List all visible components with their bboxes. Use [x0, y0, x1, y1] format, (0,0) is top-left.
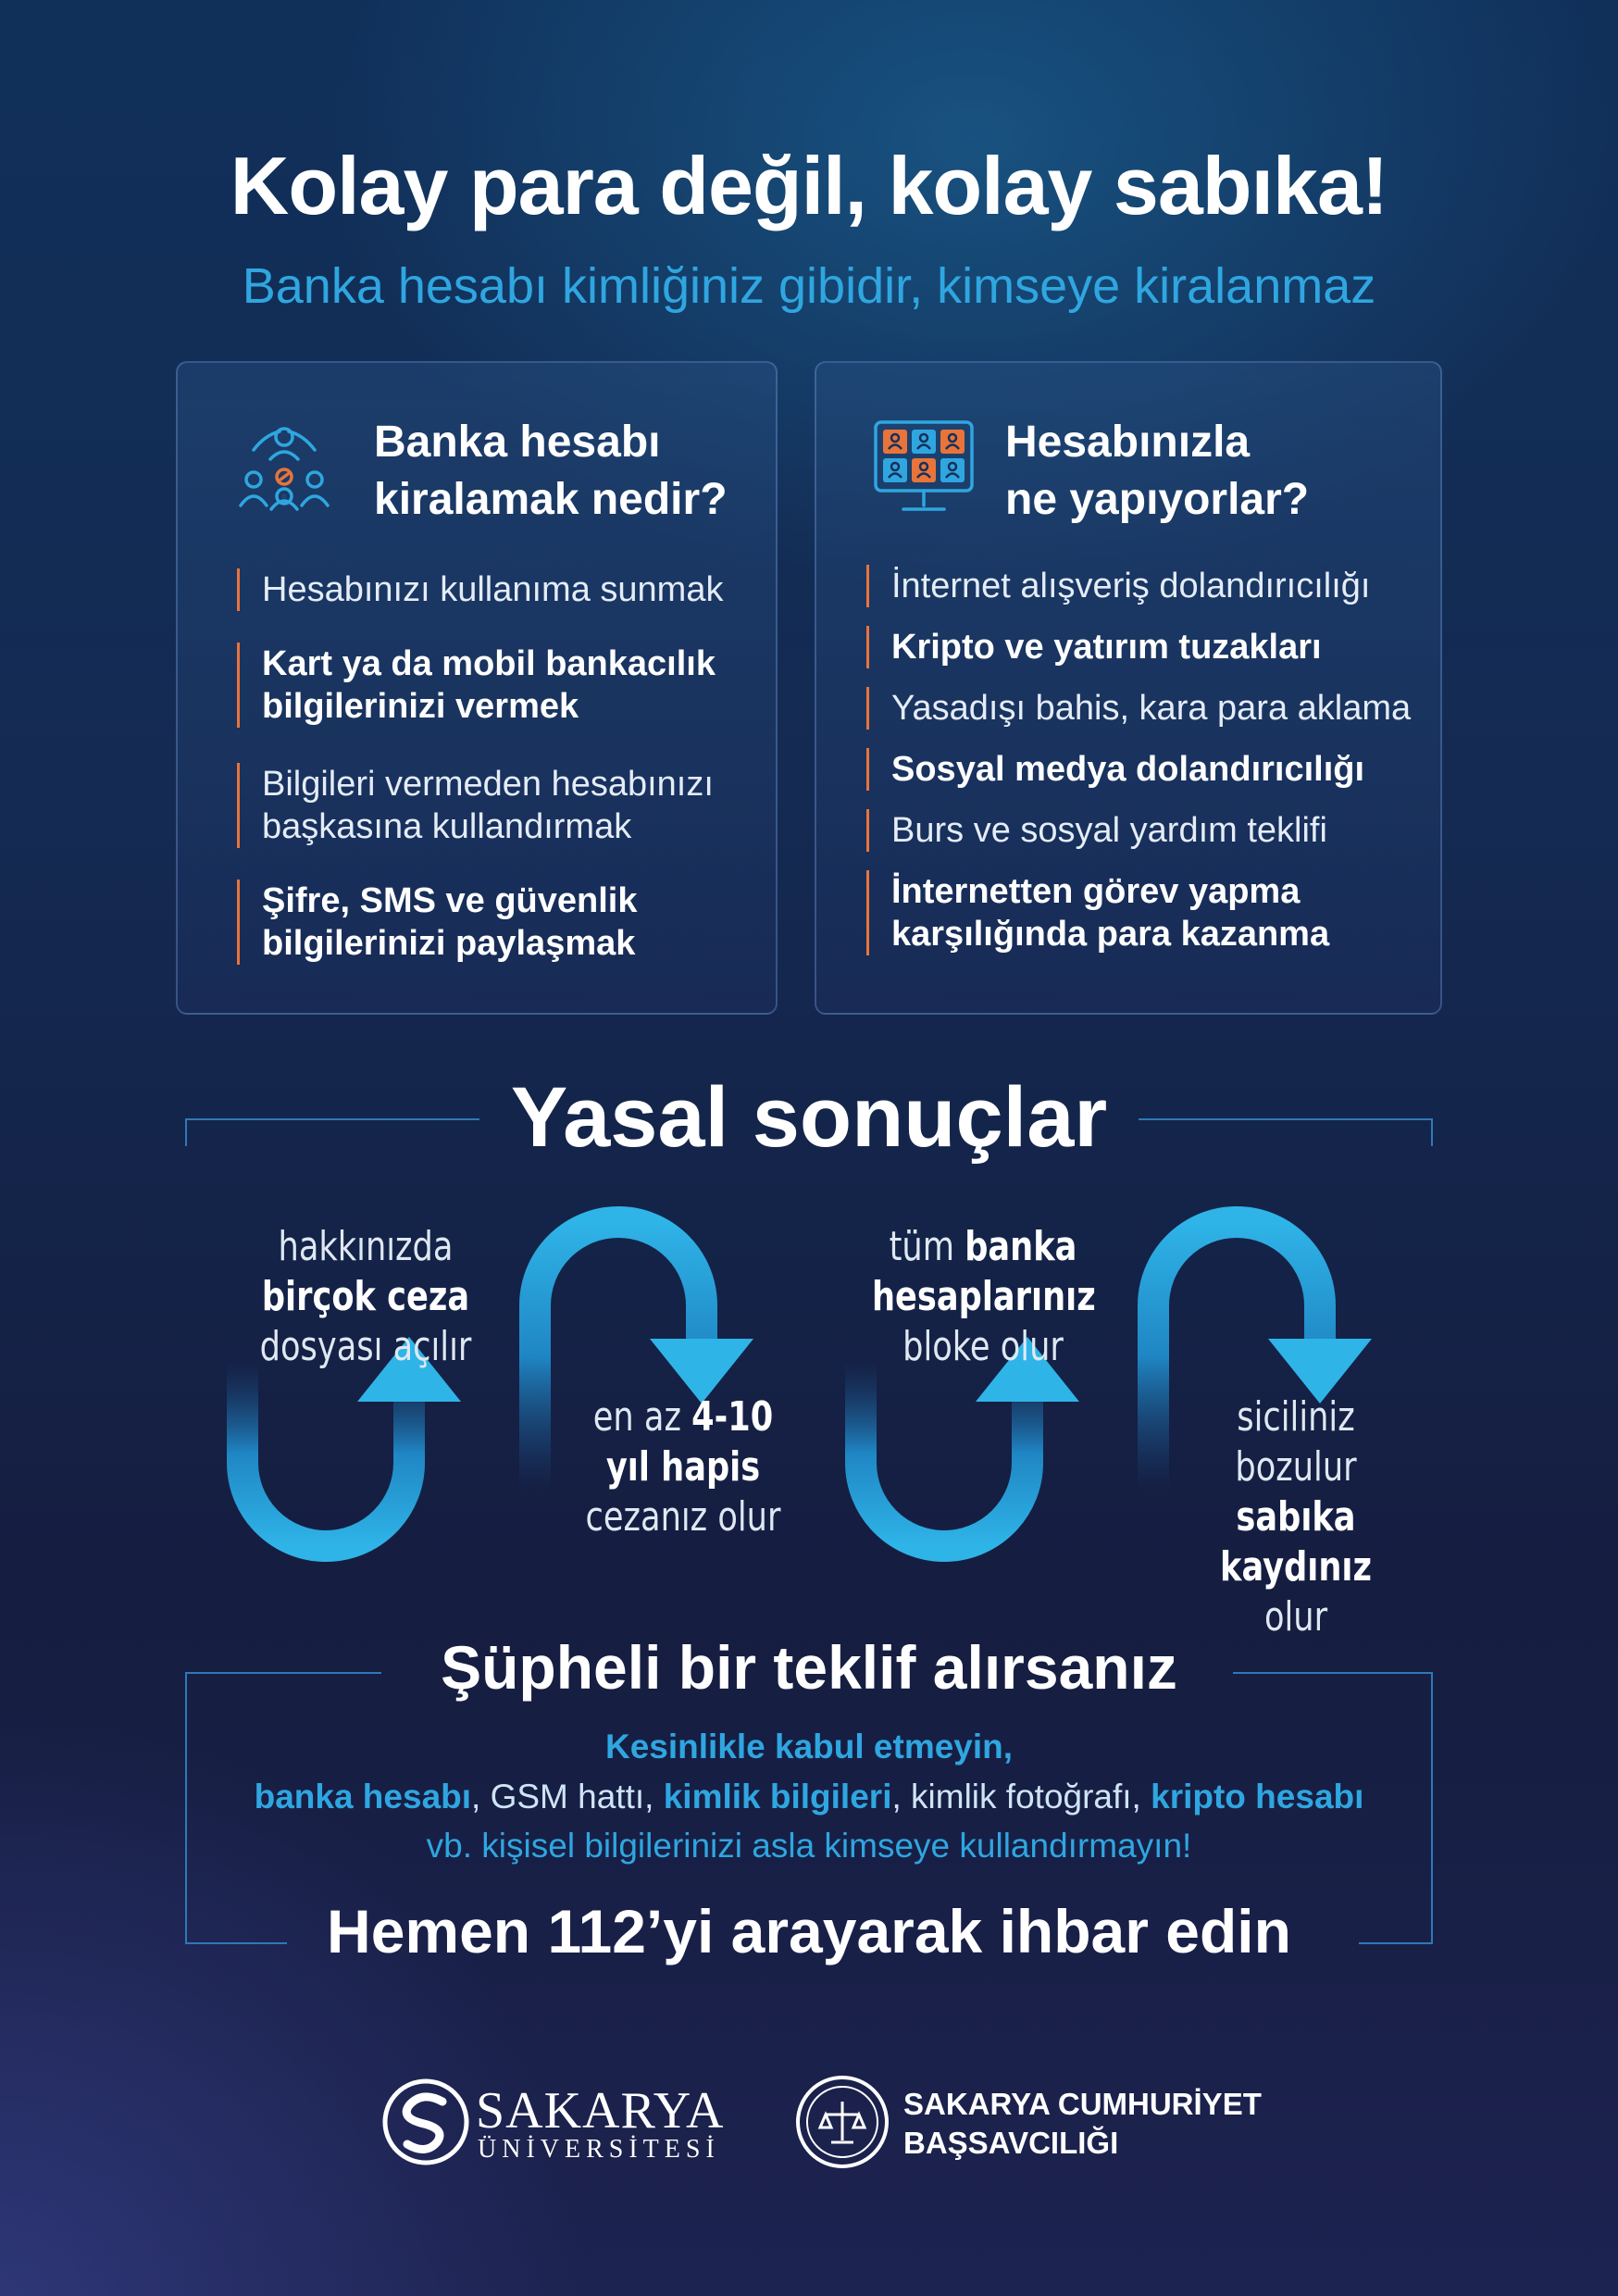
step-text: yıl hapis: [605, 1443, 761, 1491]
list-item-text: bilgilerinizi vermek: [262, 687, 579, 726]
step-text: en az: [592, 1393, 692, 1441]
university-emblem-icon: [381, 2078, 470, 2166]
card-left-title-line2: kiralamak nedir?: [374, 475, 728, 524]
prosecutor-office-logo: [794, 2074, 1276, 2176]
logo-university-sub: ÜNİVERSİTESİ: [478, 2135, 720, 2164]
sakarya-university-logo: [381, 2078, 742, 2176]
list-item: [866, 626, 1322, 668]
warning-text: , kimlik fotoğrafı,: [891, 1778, 1151, 1816]
list-item-text: Kripto ve yatırım tuzakları: [891, 628, 1322, 667]
step-text: dosyası açılır: [259, 1323, 472, 1370]
list-item: [237, 880, 637, 965]
call-112-text: Hemen 112’yi arayarak ihbar edin: [327, 1897, 1291, 1965]
list-item: [866, 809, 1327, 852]
prosecutor-seal-icon: [794, 2074, 890, 2170]
step-text: cezanız olur: [585, 1493, 781, 1541]
card-right-title-line1: Hesabınızla: [1005, 418, 1251, 467]
list-item-text: bilgilerinizi paylaşmak: [262, 924, 636, 963]
warning-text: banka hesabı: [254, 1778, 472, 1816]
monitor-users-icon: [872, 418, 976, 520]
warning-heading: Şüpheli bir teklif alırsanız: [441, 1633, 1177, 1702]
step-text: siciliniz bozulur: [1235, 1393, 1357, 1491]
list-item: [866, 565, 1370, 607]
step-text: birçok ceza: [261, 1273, 470, 1320]
legal-step-2: [572, 1392, 794, 1542]
step-text: bloke olur: [902, 1323, 1064, 1370]
list-item-text: Hesabınızı kullanıma sunmak: [262, 570, 724, 609]
warning-text: kripto hesabı: [1151, 1778, 1364, 1816]
list-item: [866, 870, 1329, 955]
page-title: Kolay para değil, kolay sabıka!: [230, 140, 1388, 231]
logo-prosecutor-line1: SAKARYA CUMHURİYET: [903, 2087, 1262, 2121]
legal-step-3: [872, 1222, 1094, 1372]
step-text: sabıka kaydınız: [1220, 1493, 1372, 1591]
card-what-is-renting: [176, 361, 778, 1015]
warning-line2: [0, 1778, 1618, 1816]
logo-university-name: SAKARYA: [476, 2082, 725, 2140]
warning-line3: [0, 1827, 1618, 1866]
list-item-text: Yasadışı bahis, kara para aklama: [891, 689, 1412, 728]
list-item-text: Sosyal medya dolandırıcılığı: [891, 750, 1365, 789]
list-item-text: Kart ya da mobil bankacılık: [262, 644, 716, 683]
warning-text: Kesinlikle kabul etmeyin,: [604, 1728, 1014, 1766]
list-item-text: Bilgileri vermeden hesabınızı: [262, 765, 714, 804]
list-item: [866, 748, 1364, 791]
list-item-text: Şifre, SMS ve güvenlik: [262, 881, 638, 920]
list-item-text: karşılığında para kazanma: [891, 915, 1330, 954]
warning-text: , GSM hattı,: [471, 1778, 664, 1816]
warning-line1: [0, 1728, 1618, 1766]
card-right-title: [1005, 414, 1309, 529]
card-right-title-line2: ne yapıyorlar?: [1005, 475, 1310, 524]
legal-heading: Yasal sonuçlar: [510, 1070, 1108, 1165]
step-text: hesaplarınız: [872, 1273, 1096, 1320]
list-item-text: başkasına kullandırmak: [262, 807, 632, 846]
card-left-title-line1: Banka hesabı: [374, 418, 661, 467]
list-item-text: Burs ve sosyal yardım teklifi: [891, 811, 1327, 850]
list-item: [237, 643, 716, 728]
legal-step-1: [255, 1222, 477, 1372]
step-text: hakkınızda: [278, 1223, 454, 1270]
card-left-title: [374, 414, 728, 529]
card-what-they-do: [815, 361, 1442, 1015]
logo-prosecutor-line2: BAŞSAVCILIĞI: [903, 2126, 1119, 2160]
legal-step-4: [1174, 1392, 1418, 1642]
step-text: tüm: [889, 1223, 965, 1270]
step-number: 4-10: [691, 1393, 774, 1441]
step-text: banka: [965, 1223, 1077, 1270]
warning-text: kimlik bilgileri: [663, 1778, 892, 1816]
list-item: [237, 763, 714, 848]
list-item: [866, 687, 1411, 730]
warning-text: vb. kişisel bilgilerinizi asla kimseye kullandırmayın!: [426, 1827, 1192, 1865]
list-item: [237, 568, 723, 611]
page-subtitle: Banka hesabı kimliğiniz gibidir, kimseye kiralanmaz: [242, 258, 1376, 314]
step-text: olur: [1263, 1593, 1328, 1641]
people-network-icon: [233, 418, 335, 520]
list-item-text: İnternetten görev yapma: [891, 872, 1301, 911]
list-item-text: İnternet alışveriş dolandırıcılığı: [891, 567, 1371, 605]
